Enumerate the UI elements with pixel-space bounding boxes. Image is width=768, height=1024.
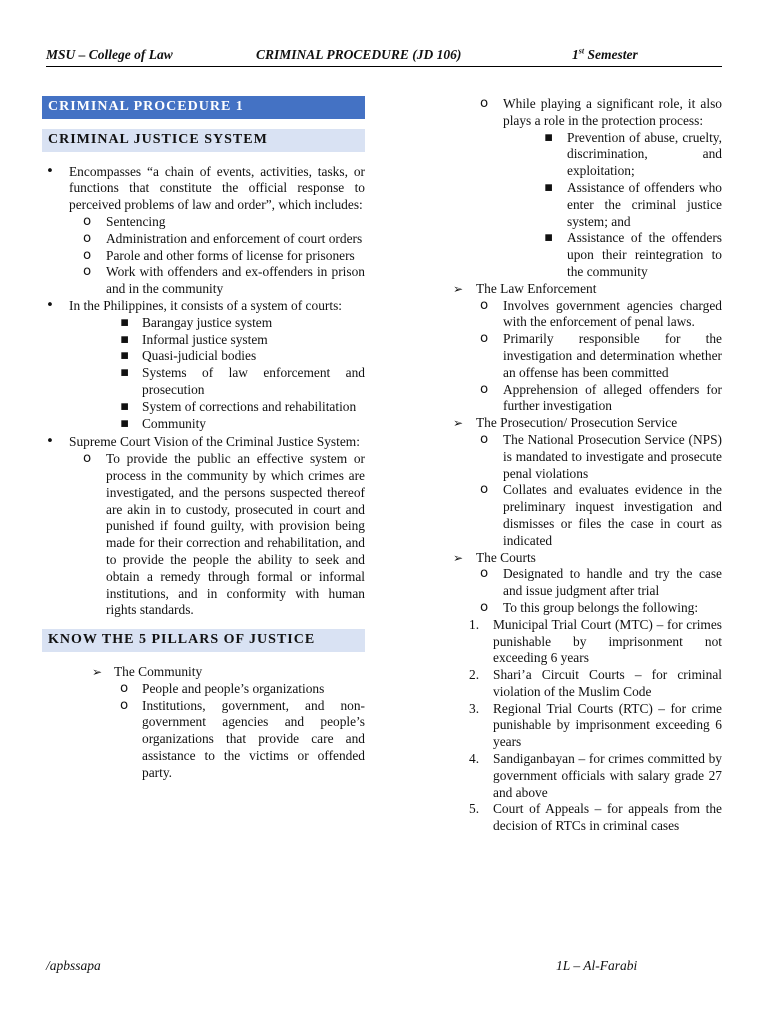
disc-bullet: • [46,163,54,179]
sub-item: o To this group belongs the following: [480,599,699,615]
sub-item: o Apprehension of alleged offenders for further investigation [480,381,722,414]
sub-item: o Designated to handle and try the case and issue judgment after trial [480,566,722,599]
section-heading-pillars: KNOW THE 5 PILLARS OF JUSTICE [42,629,365,652]
court-list-item: 1. Municipal Trial Court (MTC) – for crimes punishable by imprisonment not exceeding 6 years [469,616,722,666]
sub-item: o Collates and evaluates evidence in the preliminary inquest investigation and dismisses or files the case in court as indicated [480,482,722,548]
court-system-item: ▪ Systems of law enforcement and prosecution [120,365,365,397]
page-header [46,46,722,67]
footer-right: 1L – Al-Farabi [556,958,638,973]
header-course: CRIMINAL PROCEDURE (JD 106) [256,47,462,62]
court-system-item: ▪ Quasi-judicial bodies [120,348,257,364]
bullet-sc-vision: • Supreme Court Vision of the Criminal Justice System: [46,434,360,450]
sub-item: o The National Prosecution Service (NPS) is mandated to investigate and prosecute penal violations [480,431,722,481]
protection-item: ▪ Assistance of the offenders upon their reintegration to the community [544,230,722,279]
court-list-item: 4. Sandiganbayan – for crimes committed by government officials with salary grade 27 and above [469,751,722,800]
sub-item: o Sentencing [83,213,166,229]
protection-item: ▪ Assistance of offenders who enter the criminal justice system; and [544,179,722,229]
sc-vision-text: o To provide the public an effective system or process in the community by which crimes are investigated, and the persons suspected thereof are akin in to custody, prosecuted in court and punished if found guilty, with provision being made for their correction and rehabilitation, and to provide the people the ability to seek and obtain a remedy through formal or informal institutions, and in conformity with human rights standards. [83,451,365,618]
sub-item: o Work with offenders and ex-offenders in prison and in the community [83,264,365,297]
sub-item: o Institutions, government, and non-government agencies and people’s organizations that provide care and assistance to the victims or offended party. [120,697,365,780]
protection-item: ▪ Prevention of abuse, cruelty, discrimination, and exploitation; [544,129,722,179]
pillar-community: ➢ The Community [92,663,203,679]
court-list-item: 2. Shari’a Circuit Courts – for criminal violation of the Muslim Code [469,667,722,699]
bullet-encompasses: • Encompasses “a chain of events, activities, tasks, or functions that constitute the official response to perceived problems of law and order”, which includes: [46,163,365,213]
pillar-courts: ➢ The Courts [453,549,536,565]
bullet-philippines: • In the Philippines, it consists of a system of courts: [46,297,342,313]
sub-item: o Parole and other forms of license for prisoners [83,247,355,263]
section-heading-cjs: CRIMINAL JUSTICE SYSTEM [42,129,365,152]
court-system-item: ▪ Informal justice system [120,331,268,347]
sub-item: o Administration and enforcement of court orders [83,230,363,246]
title-bar: CRIMINAL PROCEDURE 1 [42,96,365,119]
court-list-item: 3. Regional Trial Courts (RTC) – for crime punishable by imprisonment exceeding 6 years [469,700,722,750]
court-system-item: ▪ Community [120,415,206,431]
header-semester: 1st Semester [572,46,638,62]
sub-item: o Primarily responsible for the investigation and determination whether an offense has been committed [480,331,722,380]
right-column [450,96,722,835]
footer-left: /apbssapa [46,958,101,973]
pillar-prosecution: ➢ The Prosecution/ Prosecution Service [453,415,678,431]
court-system-item: ▪ System of corrections and rehabilitation [120,398,357,414]
header-school: MSU – College of Law [46,47,173,62]
pillar-law-enforcement: ➢ The Law Enforcement [453,280,597,296]
court-list-item: 5. Court of Appeals – for appeals from the decision of RTCs in criminal cases [469,801,722,834]
sub-item: o People and people’s organizations [120,680,325,696]
court-system-item: ▪ Barangay justice system [120,314,273,330]
sub-item: o While playing a significant role, it also plays a role in the protection process: [480,96,722,128]
sub-item: o Involves government agencies charged with the enforcement of penal laws. [480,297,722,330]
left-column [40,96,365,781]
